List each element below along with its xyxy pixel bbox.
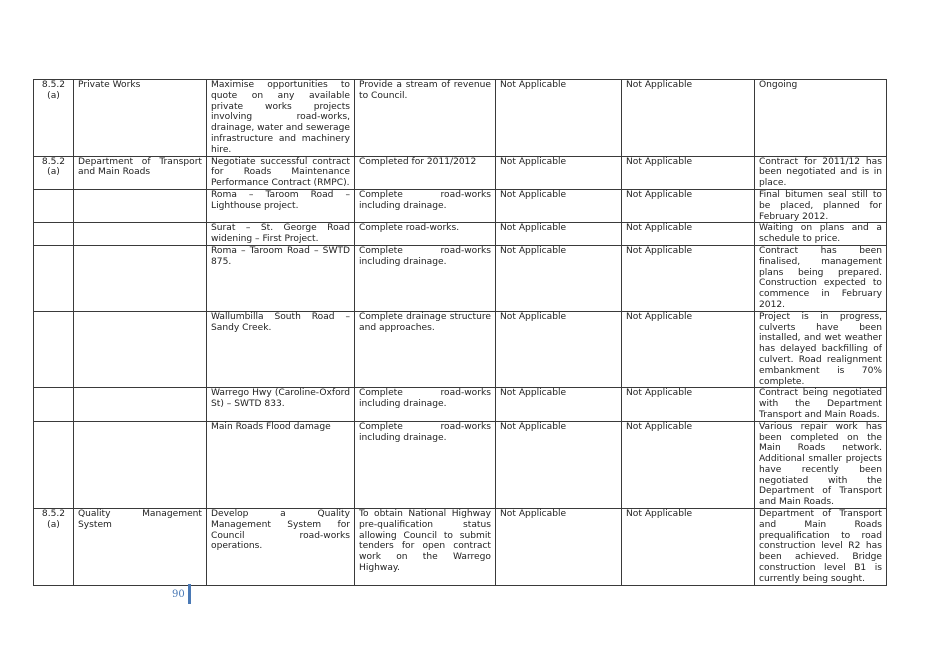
cell-service-area — [74, 80, 207, 157]
cell-measure-text: Not Applicable — [500, 388, 567, 399]
page-number: 90 — [172, 589, 185, 600]
cell-status-text: Waiting on plans and a schedule to price. — [759, 223, 882, 245]
cell-service-area — [74, 189, 207, 222]
cell-measure — [496, 388, 622, 421]
cell-service-area — [74, 421, 207, 508]
cell-outcome — [355, 311, 496, 388]
table-row — [34, 311, 887, 388]
table-row — [34, 156, 887, 189]
cell-outcome — [355, 80, 496, 157]
cell-outcome-text: Complete road-works. — [359, 223, 460, 234]
cell-action — [207, 311, 355, 388]
cell-reference — [34, 245, 74, 311]
cell-outcome-text: Complete road-works including drainage. — [359, 388, 491, 410]
cell-status-text: Contract for 2011/12 has been negotiated and is in place. — [759, 156, 882, 189]
cell-action — [207, 223, 355, 246]
cell-status-text: Contract has been finalised, management plans being prepared. Construction expected to commence in February 2012. — [759, 245, 882, 310]
cell-action — [207, 156, 355, 189]
cell-measure-text: Not Applicable — [500, 311, 567, 322]
cell-outcome — [355, 223, 496, 246]
cell-measure — [496, 80, 622, 157]
cell-status-text: Various repair work has been completed on the Main Roads network. Additional smaller projects have recently been negotiated with the Department of Transport and Main Roads. — [759, 421, 882, 508]
cell-status-text: Department of Transport and Main Roads prequalification to road construction level R2 has been achieved. Bridge construction level B1 is currently being sought. — [759, 509, 882, 584]
page-number-accent-bar — [188, 584, 191, 604]
cell-status — [755, 80, 887, 157]
cell-target-text: Not Applicable — [626, 388, 693, 399]
cell-measure — [496, 509, 622, 586]
cell-reference — [34, 189, 74, 222]
cell-target — [622, 189, 755, 222]
cell-status — [755, 223, 887, 246]
cell-outcome — [355, 509, 496, 586]
cell-measure — [496, 421, 622, 508]
cell-outcome-text: To obtain National Highway pre-qualification status allowing Council to submit tenders for open contract work on the Warrego Highway. — [359, 509, 491, 574]
cell-action-text: Develop a Quality Management System for Council road-works operations. — [211, 509, 350, 552]
cell-service-area — [74, 156, 207, 189]
cell-measure — [496, 223, 622, 246]
cell-service-area — [74, 311, 207, 388]
cell-outcome — [355, 421, 496, 508]
cell-action-text: Roma – Taroom Road – Lighthouse project. — [211, 189, 350, 211]
cell-measure — [496, 311, 622, 388]
cell-action-text: Roma – Taroom Road – SWTD 875. — [211, 245, 350, 267]
cell-status — [755, 509, 887, 586]
cell-outcome-text: Complete road-works including drainage. — [359, 189, 491, 211]
cell-status — [755, 189, 887, 222]
table-row — [34, 509, 887, 586]
cell-status — [755, 421, 887, 508]
table-row — [34, 223, 887, 246]
cell-outcome — [355, 388, 496, 421]
table-row — [34, 80, 887, 157]
cell-outcome-text: Complete drainage structure and approaches. — [359, 311, 491, 333]
cell-service-area-text: Quality Management System — [78, 509, 202, 530]
cell-reference-text: 8.5.2 (a) — [41, 156, 66, 178]
cell-reference-text: 8.5.2 (a) — [41, 80, 66, 101]
cell-service-area — [74, 388, 207, 421]
cell-reference — [34, 509, 74, 586]
cell-status — [755, 245, 887, 311]
cell-reference — [34, 156, 74, 189]
cell-measure — [496, 189, 622, 222]
table-row — [34, 388, 887, 421]
cell-target — [622, 388, 755, 421]
cell-target — [622, 223, 755, 246]
cell-service-area — [74, 509, 207, 586]
cell-status-text: Project is in progress, culverts have been installed, and wet weather has delayed backfilling of culvert. Road realignment embankment is 70% complete. — [759, 311, 882, 387]
cell-measure-text: Not Applicable — [500, 189, 567, 200]
cell-action-text: Main Roads Flood damage — [211, 421, 331, 432]
cell-target — [622, 311, 755, 388]
cell-target-text: Not Applicable — [626, 421, 693, 432]
cell-measure — [496, 156, 622, 189]
cell-reference — [34, 388, 74, 421]
cell-reference-text: 8.5.2 (a) — [41, 509, 66, 530]
cell-outcome — [355, 156, 496, 189]
cell-target-text: Not Applicable — [626, 189, 693, 200]
cell-reference — [34, 311, 74, 388]
cell-target-text: Not Applicable — [626, 311, 693, 322]
cell-action — [207, 421, 355, 508]
cell-service-area-text: Department of Transport and Main Roads — [78, 156, 202, 178]
cell-action-text: Wallumbilla South Road – Sandy Creek. — [211, 311, 350, 333]
cell-action-text: Negotiate successful contract for Roads Maintenance Performance Contract (RMPC). — [211, 156, 350, 189]
cell-measure — [496, 245, 622, 311]
cell-status — [755, 388, 887, 421]
cell-action-text: Maximise opportunities to quote on any available private works projects involving road-works, drainage, water and sewerage infrastructure and machinery hire. — [211, 80, 350, 155]
cell-target — [622, 156, 755, 189]
cell-outcome-text: Provide a stream of revenue to Council. — [359, 80, 491, 101]
cell-measure-text: Not Applicable — [500, 80, 567, 90]
cell-target — [622, 421, 755, 508]
cell-target — [622, 80, 755, 157]
cell-outcome-text: Complete road-works including drainage. — [359, 421, 491, 443]
cell-reference — [34, 80, 74, 157]
cell-service-area — [74, 245, 207, 311]
cell-target-text: Not Applicable — [626, 245, 693, 256]
cell-measure-text: Not Applicable — [500, 509, 567, 520]
cell-service-area-text: Private Works — [78, 80, 141, 90]
cell-action — [207, 189, 355, 222]
operational-plan-table — [33, 79, 887, 586]
cell-measure-text: Not Applicable — [500, 421, 567, 432]
cell-reference — [34, 421, 74, 508]
cell-status — [755, 156, 887, 189]
cell-action — [207, 80, 355, 157]
cell-target — [622, 509, 755, 586]
cell-action-text: Warrego Hwy (Caroline-Oxford St) – SWTD 833. — [211, 388, 350, 410]
cell-measure-text: Not Applicable — [500, 245, 567, 256]
cell-reference — [34, 223, 74, 246]
table-row — [34, 245, 887, 311]
cell-status-text: Ongoing — [759, 80, 798, 90]
cell-measure-text: Not Applicable — [500, 156, 567, 167]
cell-service-area — [74, 223, 207, 246]
table-row — [34, 189, 887, 222]
table-row — [34, 421, 887, 508]
cell-action — [207, 509, 355, 586]
cell-target-text: Not Applicable — [626, 156, 693, 167]
cell-action — [207, 388, 355, 421]
cell-target-text: Not Applicable — [626, 509, 693, 520]
cell-status-text: Contract being negotiated with the Department Transport and Main Roads. — [759, 388, 882, 420]
cell-outcome — [355, 245, 496, 311]
cell-action-text: Surat – St. George Road widening – First Project. — [211, 223, 350, 245]
cell-target — [622, 245, 755, 311]
cell-outcome — [355, 189, 496, 222]
cell-target-text: Not Applicable — [626, 223, 693, 234]
cell-outcome-text: Completed for 2011/2012 — [359, 156, 477, 167]
cell-status — [755, 311, 887, 388]
cell-measure-text: Not Applicable — [500, 223, 567, 234]
cell-action — [207, 245, 355, 311]
cell-outcome-text: Complete road-works including drainage. — [359, 245, 491, 267]
cell-status-text: Final bitumen seal still to be placed, planned for February 2012. — [759, 189, 882, 222]
cell-target-text: Not Applicable — [626, 80, 693, 90]
